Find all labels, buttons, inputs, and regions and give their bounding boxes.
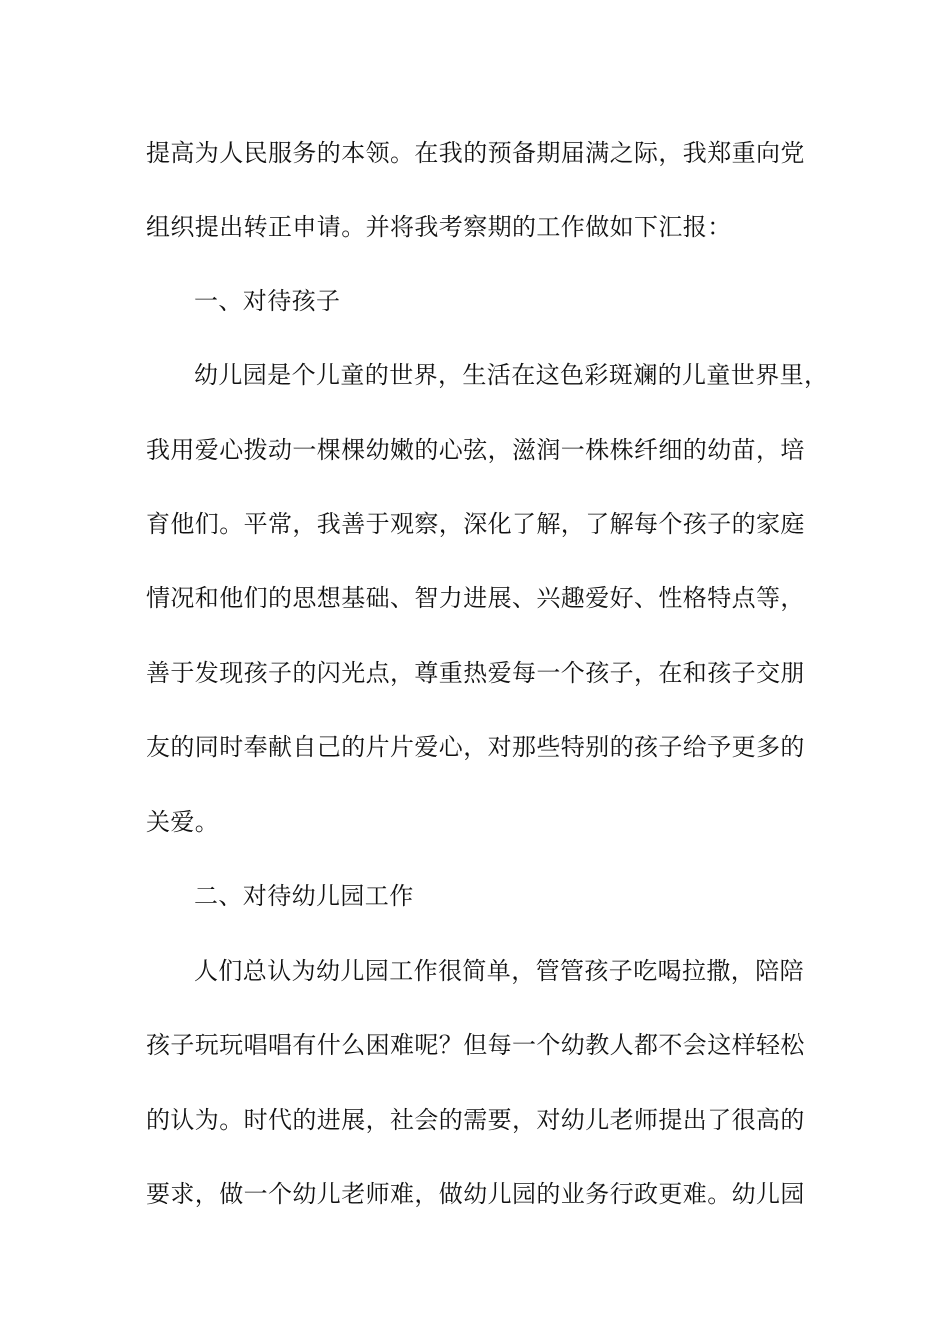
section-heading-2: 二、对待幼儿园工作 <box>194 882 414 910</box>
text-line-4: 幼儿园是个儿童的世界，生活在这色彩斑斓的儿童世界里， <box>194 361 829 389</box>
text-line-1: 提高为人民服务的本领。在我的预备期届满之际，我郑重向党 <box>146 139 805 167</box>
text-line-7: 情况和他们的思想基础、智力进展、兴趣爱好、性格特点等， <box>146 584 805 612</box>
text-line-15: 要求，做一个幼儿老师难，做幼儿园的业务行政更难。幼儿园 <box>146 1180 805 1208</box>
text-line-8: 善于发现孩子的闪光点，尊重热爱每一个孩子，在和孩子交朋 <box>146 659 805 687</box>
text-line-12: 人们总认为幼儿园工作很简单，管管孩子吃喝拉撒，陪陪 <box>194 957 804 985</box>
text-line-5: 我用爱心拨动一棵棵幼嫩的心弦，滋润一株株纤细的幼苗，培 <box>146 436 805 464</box>
text-line-9: 友的同时奉献自己的片片爱心，对那些特别的孩子给予更多的 <box>146 733 805 761</box>
text-line-14: 的认为。时代的进展，社会的需要，对幼儿老师提出了很高的 <box>146 1106 805 1134</box>
text-line-13: 孩子玩玩唱唱有什么困难呢？但每一个幼教人都不会这样轻松 <box>146 1031 805 1059</box>
section-heading-1: 一、对待孩子 <box>194 287 341 315</box>
text-line-2: 组织提出转正申请。并将我考察期的工作做如下汇报： <box>146 213 732 241</box>
text-line-10: 关爱。 <box>146 808 220 836</box>
text-line-6: 育他们。平常，我善于观察，深化了解，了解每个孩子的家庭 <box>146 510 805 538</box>
